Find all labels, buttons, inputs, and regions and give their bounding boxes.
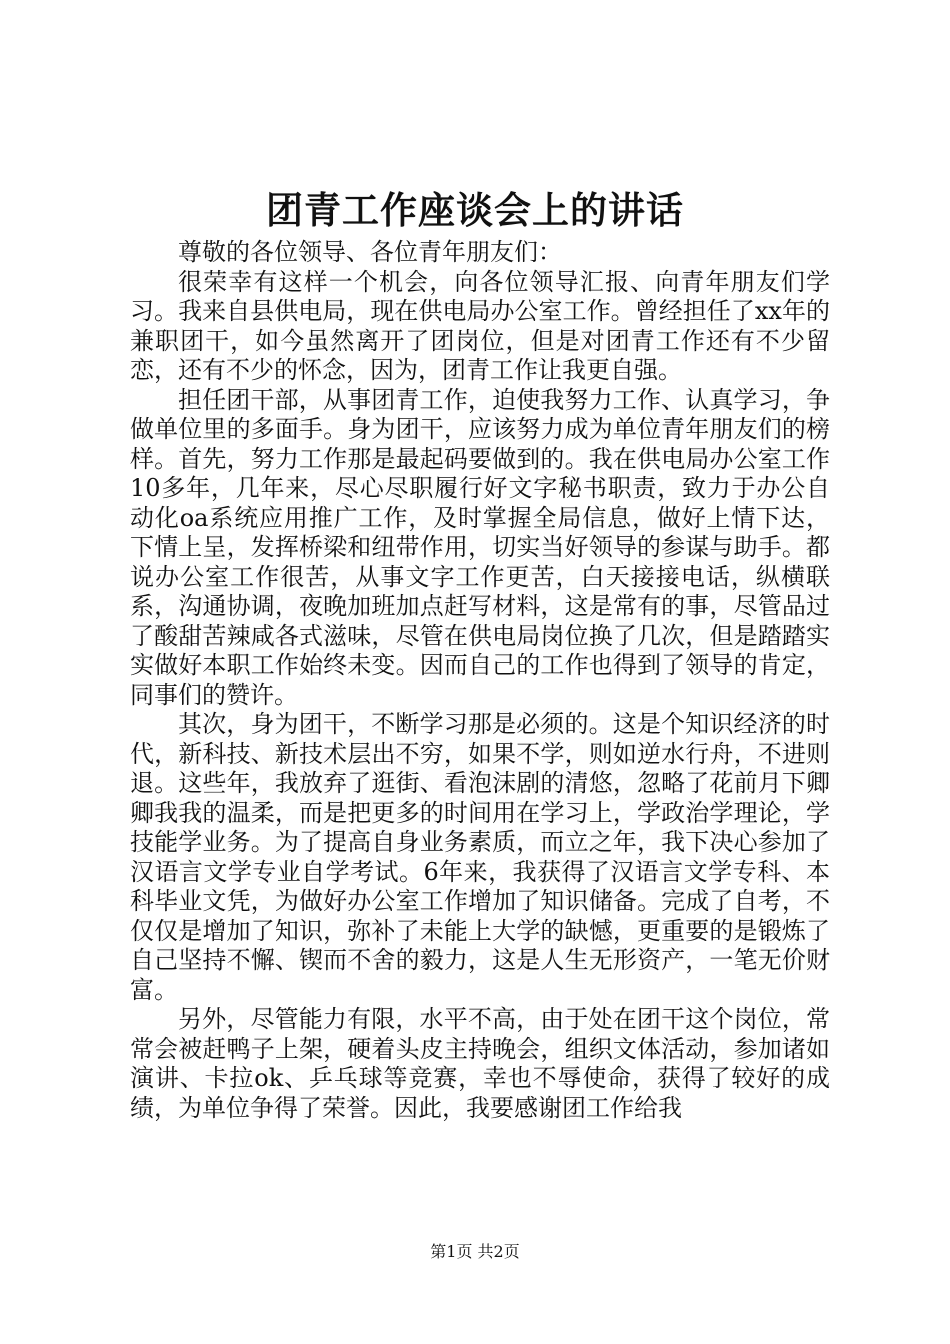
document-title: 团青工作座谈会上的讲话 xyxy=(266,188,684,232)
paragraph-study: 其次，身为团干，不断学习那是必须的。这是个知识经济的时代，新科技、新技术层出不穷，如果不学，则如逆水行舟，不进则退。这些年，我放弃了逛街、看泡沫剧的清悠，忽略了花前月下卿卿我我的温柔，而是把更多的时间用在学习上，学政治学理论，学技能学业务。为了提高自身业务素质，而立之年，我下决心参加了汉语言文学专业自学考试。6年来，我获得了汉语言文学专科、本科毕业文凭，为做好办公室工作增加了知识储备。完成了自考，不仅仅是增加了知识，弥补了未能上大学的缺憾，更重要的是锻炼了自己坚持不懈、锲而不舍的毅力，这是人生无形资产，一笔无价财富。 xyxy=(130,710,830,1004)
document-body xyxy=(130,238,830,1123)
paragraph-intro: 很荣幸有这样一个机会，向各位领导汇报、向青年朋友们学习。我来自县供电局，现在供电局办公室工作。曾经担任了xx年的兼职团干，如今虽然离开了团岗位，但是对团青工作还有不少留恋，还有不少的怀念，因为，团青工作让我更自强。 xyxy=(130,267,830,384)
paragraph-work: 担任团干部，从事团青工作，迫使我努力工作、认真学习，争做单位里的多面手。身为团干，应该努力成为单位青年朋友们的榜样。首先，努力工作那是最起码要做到的。我在供电局办公室工作10多年，几年来，尽心尽职履行好文字秘书职责，致力于办公自动化oa系统应用推广工作，及时掌握全局信息，做好上情下达，下情上呈，发挥桥梁和纽带作用，切实当好领导的参谋与助手。都说办公室工作很苦，从事文字工作更苦，白天接接电话，纵横联系，沟通协调，夜晚加班加点赶写材料，这是常有的事，尽管品过了酸甜苦辣咸各式滋味，尽管在供电局岗位换了几次，但是踏踏实实做好本职工作始终未变。因而自己的工作也得到了领导的肯定，同事们的赞许。 xyxy=(130,385,830,709)
paragraph-activities: 另外，尽管能力有限，水平不高，由于处在团干这个岗位，常常会被赶鸭子上架，硬着头皮主持晚会，组织文体活动，参加诸如演讲、卡拉ok、乒乓球等竞赛，幸也不辱使命，获得了较好的成绩，为单位争得了荣誉。因此，我要感谢团工作给我 xyxy=(130,1005,830,1122)
paragraph-salutation: 尊敬的各位领导、各位青年朋友们： xyxy=(178,238,562,266)
page-number-footer: 第1页 共2页 xyxy=(430,1242,520,1261)
